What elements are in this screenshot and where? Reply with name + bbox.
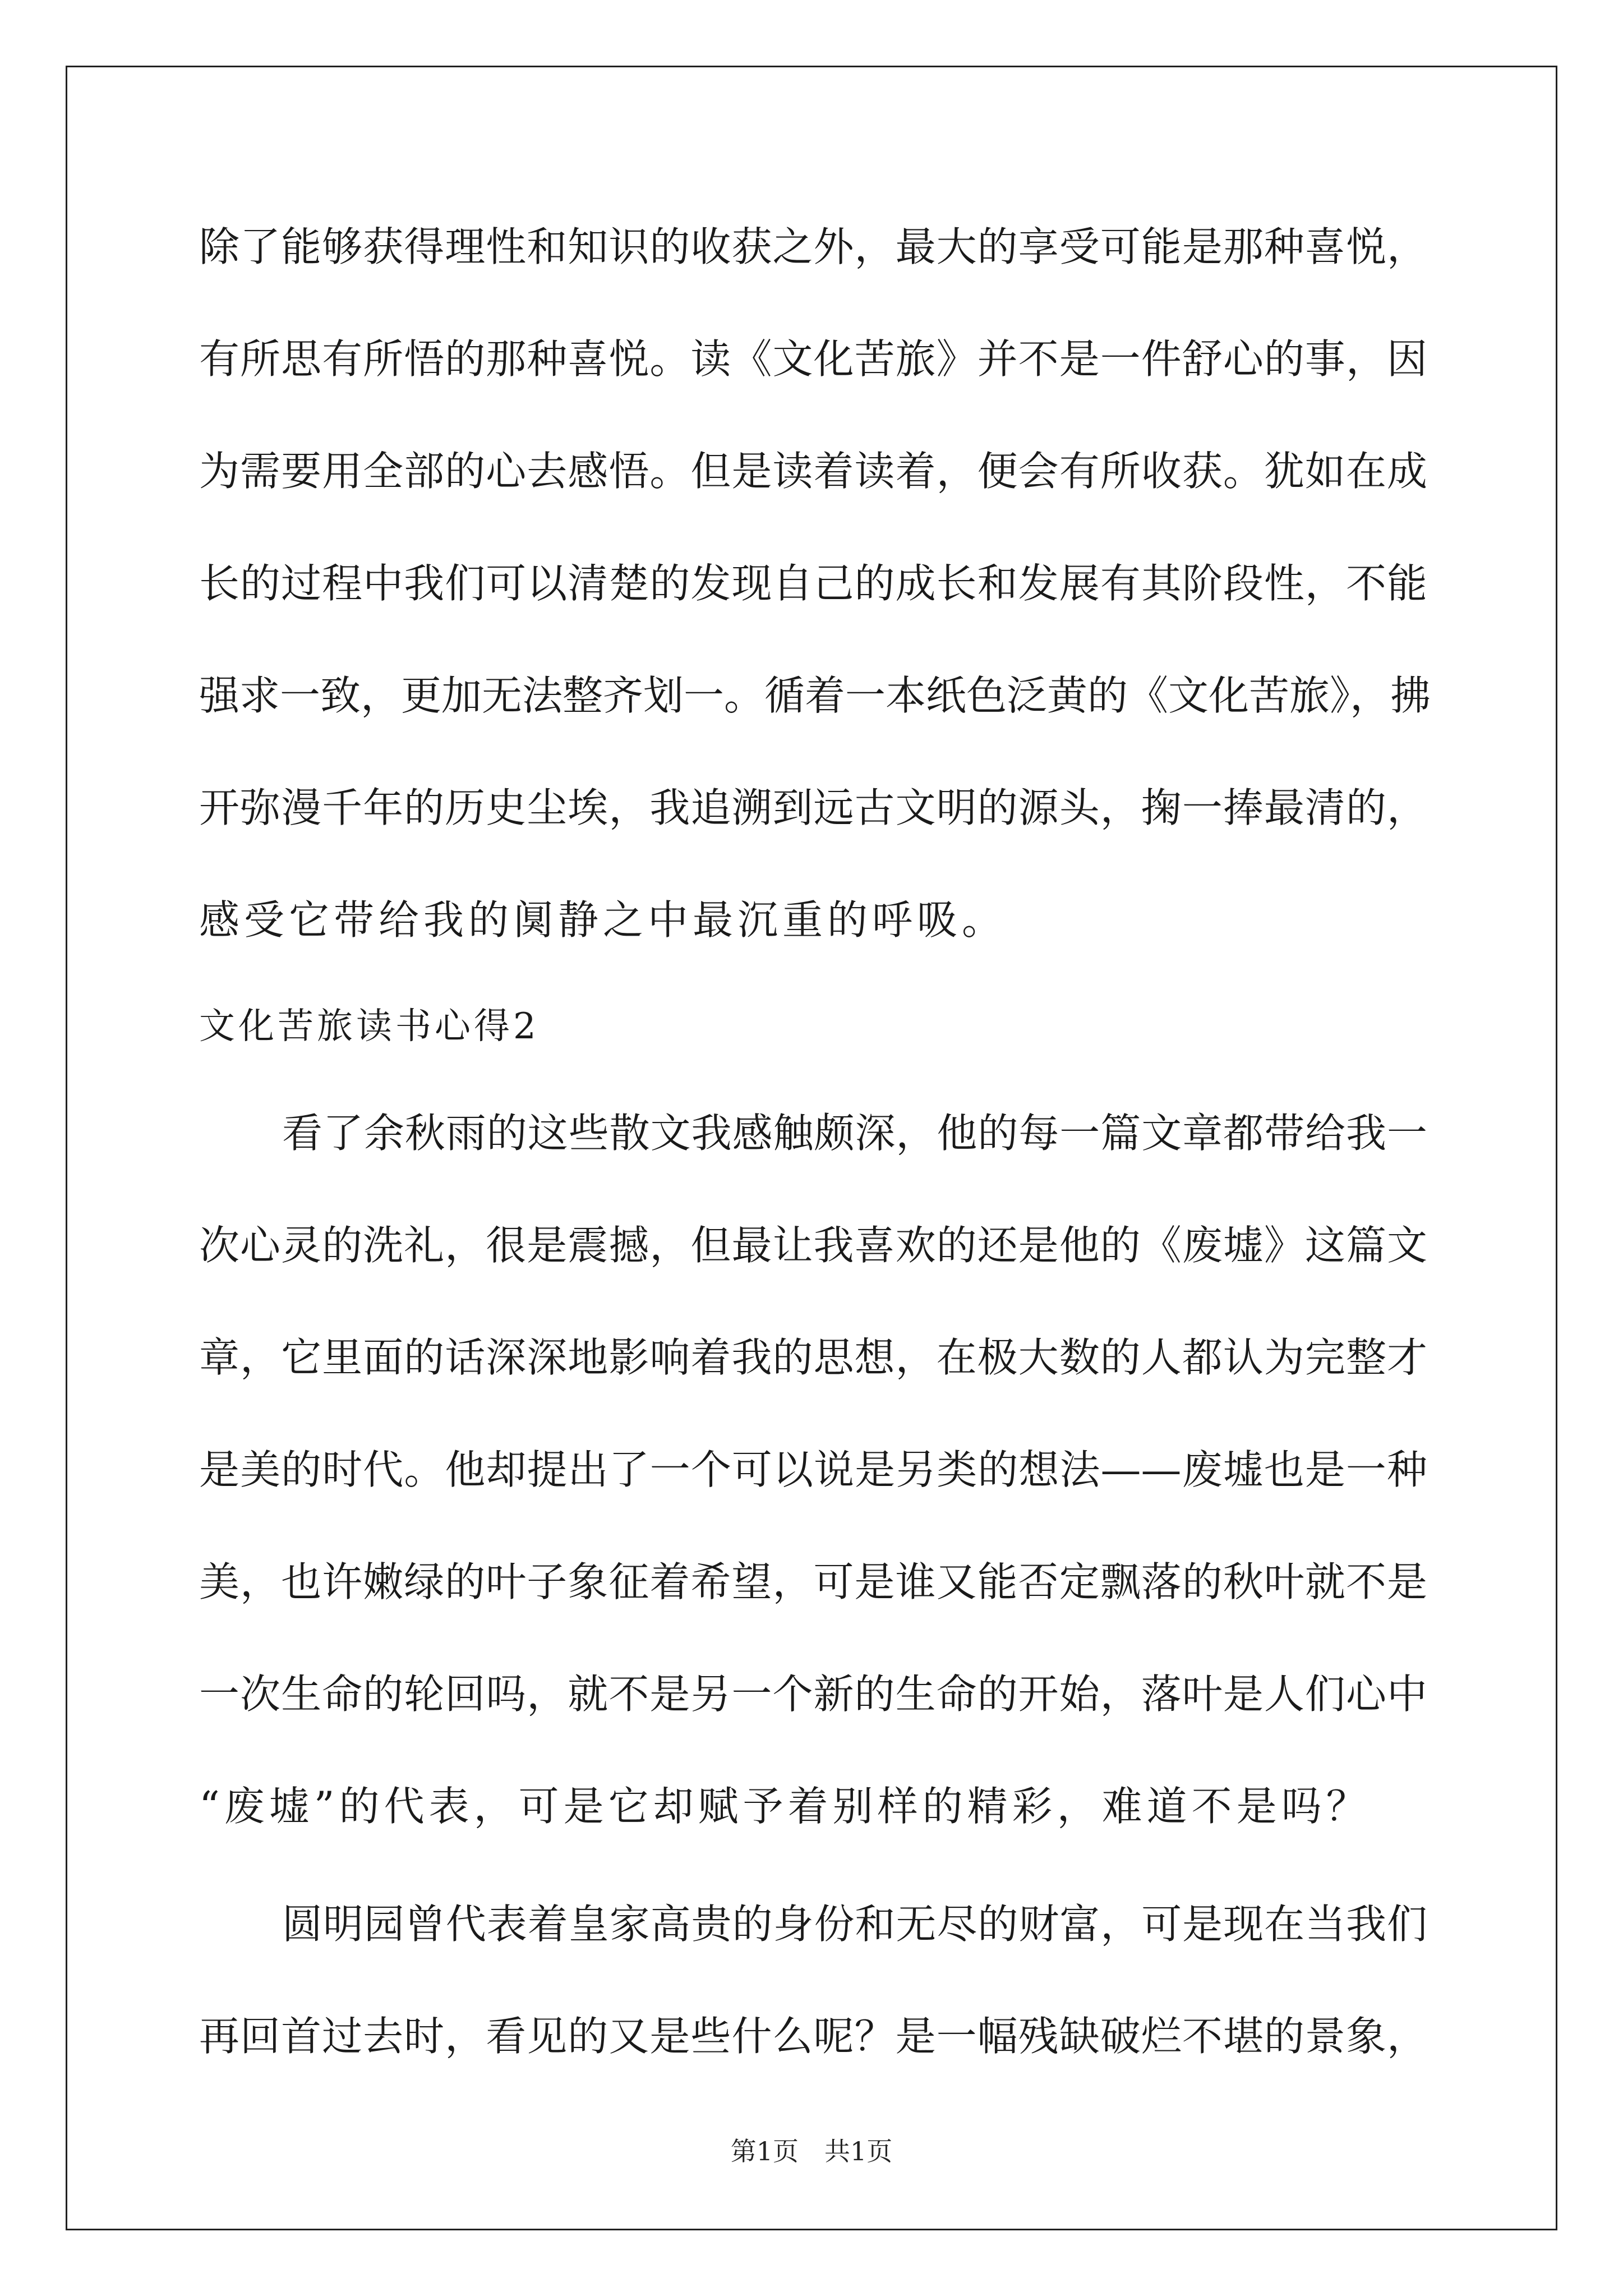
text-line: 除了能够获得理性和知识的收获之外，最大的享受可能是那种喜悦， [199, 223, 1427, 270]
text-line: 一次生命的轮回吗，就不是另一个新的生命的开始，落叶是人们心中 [199, 1671, 1427, 1718]
text-line: 长的过程中我们可以清楚的发现自己的成长和发展有其阶段性，不能 [199, 560, 1427, 607]
text-line: 是美的时代。他却提出了一个可以说是另类的想法——废墟也是一种 [199, 1446, 1427, 1493]
text-line: 感受它带给我的阒静之中最沉重的呼吸。 [199, 896, 1007, 944]
text-line: 圆明园曾代表着皇家高贵的身份和无尽的财富，可是现在当我们 [282, 1901, 1427, 1948]
page-total: 共1页 [824, 2136, 893, 2166]
text-line: 开弥漫千年的历史尘埃，我追溯到远古文明的源头，掬一捧最清的， [199, 784, 1427, 831]
text-line: 次心灵的洗礼，很是震撼，但最让我喜欢的还是他的《废墟》这篇文 [199, 1222, 1427, 1269]
text-line: 有所思有所悟的那种喜悦。读《文化苦旅》并不是一件舒心的事，因 [199, 335, 1427, 383]
text-line: 再回首过去时，看见的又是些什么呢？是一幅残缺破烂不堪的景象， [199, 2013, 1427, 2060]
text-line: 章，它里面的话深深地影响着我的思想，在极大数的人都认为完整才 [199, 1334, 1427, 1381]
section-heading: 文化苦旅读书心得2 [199, 1006, 540, 1047]
text-line: 强求一致，更加无法整齐划一。循着一本纸色泛黄的《文化苦旅》，拂 [199, 672, 1431, 719]
page-number: 第1页 [730, 2136, 799, 2166]
page-footer [0, 2134, 1623, 2168]
text-line: 看了余秋雨的这些散文我感触颇深，他的每一篇文章都带给我一 [282, 1110, 1427, 1157]
text-line: 美，也许嫩绿的叶子象征着希望，可是谁又能否定飘落的秋叶就不是 [199, 1558, 1427, 1605]
text-line: 为需要用全部的心去感悟。但是读着读着，便会有所收获。犹如在成 [199, 448, 1427, 495]
text-line: “废墟”的代表，可是它却赋予着别样的精彩，难道不是吗？ [199, 1783, 1371, 1830]
